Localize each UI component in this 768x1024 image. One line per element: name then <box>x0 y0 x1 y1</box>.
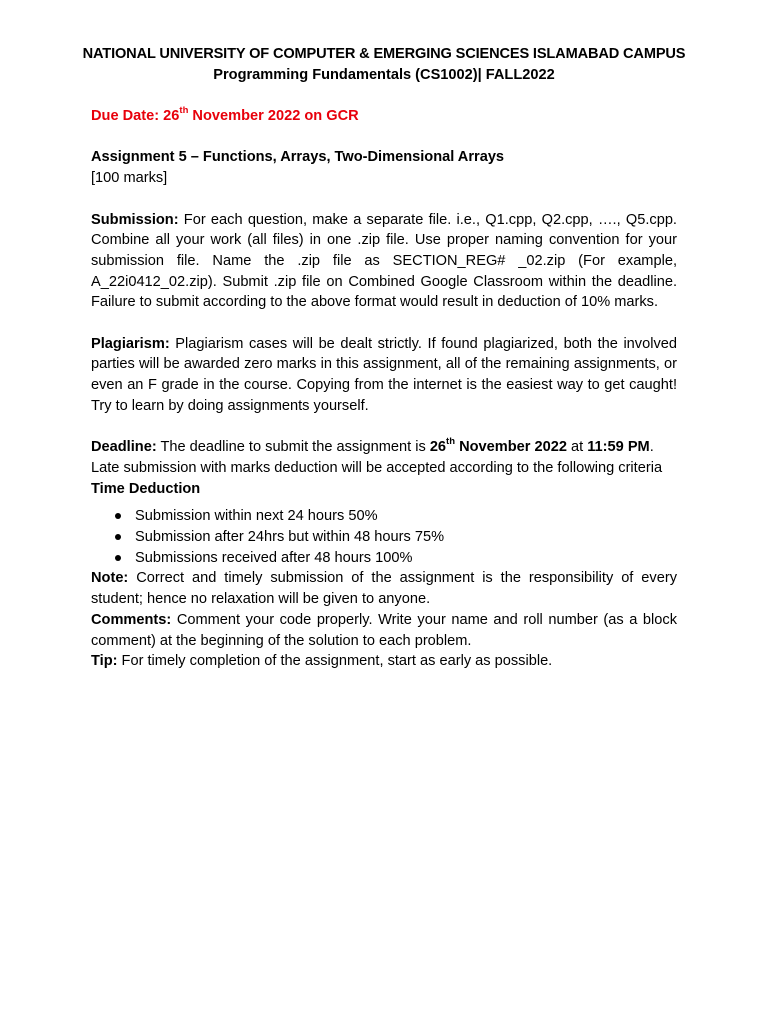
deadline-text: The deadline to submit the assignment is <box>156 439 430 456</box>
document-header <box>82 44 686 85</box>
plagiarism-section <box>91 334 677 417</box>
deadline-at: at <box>566 439 588 456</box>
list-item-text: Submission within next 24 hours 50% <box>135 508 378 525</box>
time-deduction-heading <box>91 479 677 500</box>
note-label: Note: <box>91 570 129 587</box>
bullet-icon <box>115 513 121 519</box>
bullet-icon <box>115 534 121 540</box>
plagiarism-text: Plagiarism cases will be dealt strictly. If found plagiarized, both the involved parties will be awarded zero marks in this assignment, all of the remaining assignments, or even an F grade in the course. Copying from the internet is the easiest way to get caught! Try to learn by doing assignments yourself. <box>91 335 677 414</box>
note-text: Correct and timely submission of the assignment is the responsibility of every student; hence no relaxation will be given to anyone. <box>91 570 677 608</box>
university-name: NATIONAL UNIVERSITY OF COMPUTER & EMERGING SCIENCES ISLAMABAD CAMPUS <box>82 46 686 62</box>
deduction-list <box>91 506 677 568</box>
list-item <box>91 548 677 569</box>
comments-paragraph <box>91 610 677 651</box>
tip-paragraph <box>91 651 677 672</box>
list-item <box>91 506 677 527</box>
due-date-prefix: Due Date: 26 <box>91 108 180 125</box>
list-item-text: Submission after 24hrs but within 48 hours 75% <box>135 529 445 546</box>
deadline-date-sup: th <box>446 436 456 448</box>
tip-text: For timely completion of the assignment, start as early as possible. <box>117 653 553 670</box>
plagiarism-label: Plagiarism: <box>91 335 170 352</box>
deadline-section <box>91 437 677 458</box>
time-deduction-label: Time Deduction <box>91 480 201 497</box>
comments-text: Comment your code properly. Write your name and roll number (as a block comment) at the beginning of the solution to each problem. <box>91 611 677 649</box>
submission-section <box>91 210 677 314</box>
tip-label: Tip: <box>91 653 118 670</box>
assignment-title: Assignment 5 – Functions, Arrays, Two-Dimensional Arrays <box>91 149 505 166</box>
comments-label: Comments: <box>91 611 172 628</box>
notes-section <box>91 568 677 672</box>
bullet-icon <box>115 555 121 561</box>
due-date-suffix: November 2022 on GCR <box>188 108 359 125</box>
submission-label: Submission: <box>91 211 179 228</box>
deadline-label: Deadline: <box>91 439 157 456</box>
deadline-time: 11:59 PM <box>587 439 650 456</box>
deadline-date-rest: November 2022 <box>455 439 567 456</box>
due-date-sup: th <box>179 105 189 117</box>
submission-text: For each question, make a separate file. i.e., Q1.cpp, Q2.cpp, …., Q5.cpp. Combine all your work (all files) in one .zip file. Use proper naming convention for your submission file. Name the .zip file as SECTION_REG# _02.zip (For example, A_22i0412_02.zip). Submit .zip file on Combined Google Classroom within the deadline. Failure to submit according to the above format would result in deduction of 10% marks. <box>91 211 677 311</box>
late-submission-text: Late submission with marks deduction will be accepted according to the following criteria <box>91 459 663 476</box>
document-page <box>82 44 686 672</box>
list-item <box>91 527 677 548</box>
due-date <box>91 106 677 127</box>
course-title: Programming Fundamentals (CS1002)| FALL2022 <box>213 66 555 83</box>
deadline-date-day: 26 <box>429 439 447 456</box>
deadline-period: . <box>649 439 654 456</box>
assignment-marks: [100 marks] <box>91 170 168 187</box>
note-paragraph <box>91 568 677 609</box>
list-item-text: Submissions received after 48 hours 100% <box>135 549 413 566</box>
